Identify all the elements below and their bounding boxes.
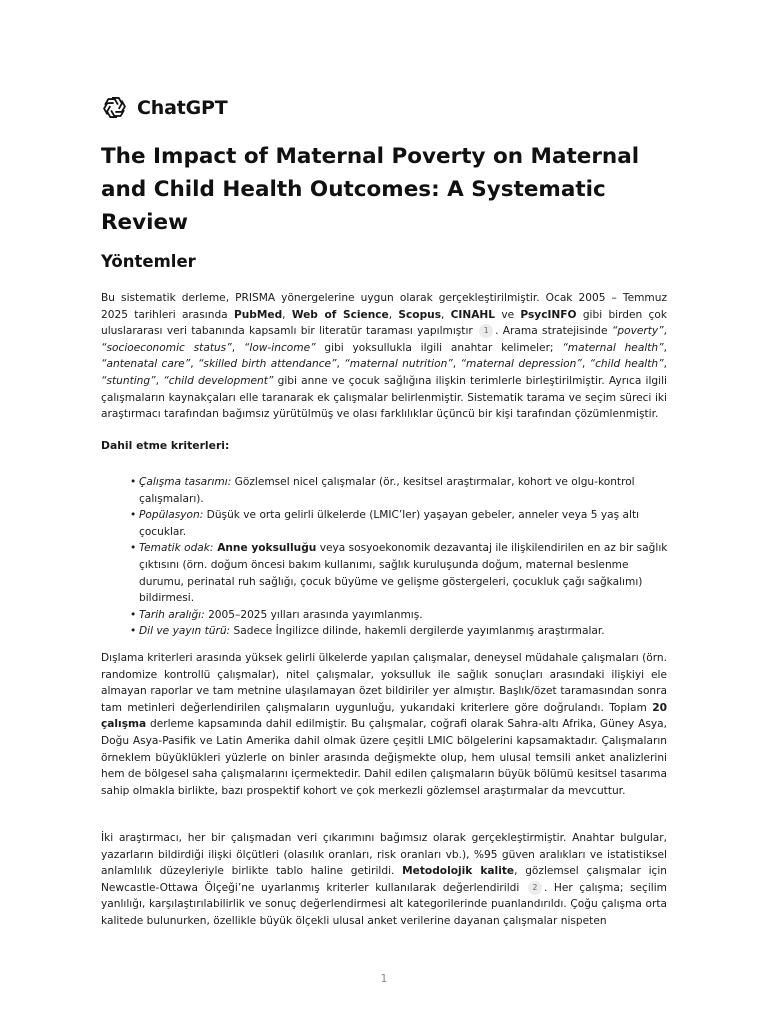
list-item: • Popülasyon: Düşük ve orta gelirli ülkelerde (LMIC’ler) yaşayan gebeler, anneler veya 5 yaş altı çocuklar.: [130, 507, 670, 540]
database-pubmed: PubMed: [233, 308, 283, 321]
list-item: • Tematik odak: Anne yoksulluğu veya sosyoekonomik dezavantaj ile ilişkilendirilen en az bir sağlık çıktısını (örn. doğum öncesi bakım kullanımı, sağlık kuruluşunda doğum, maternal beslenme durumu, perinatal ruh sağlığı, çocuk büyüme ve gelişme göstergeleri, çocukluk çağı sağkalımı) bildirmesi.: [130, 540, 670, 606]
database-cinahl: CINAHL: [450, 308, 496, 321]
inclusion-criteria-list: [130, 474, 670, 640]
database-psycinfo: PsycINFO: [520, 308, 577, 321]
methods-paragraph-2: Dışlama kriterleri arasında yüksek gelirli ülkelerde yapılan çalışmalar, deneysel müdahale çalışmaları (örn. randomize kontrollü çalışmalar), nitel çalışmalar, yoksulluk ile sağlık sonuçları arasındaki ilişkiyi ele almayan raporlar ve tam metnine ulaşılamayan özet bildiriler yer almıştır. Başlık/özet taramasından sonra tam metinleri değerlendirilen çalışmaların uygunluğu, yukarıdaki kriterlere göre doğrulandı. Toplam 20 çalışma derleme kapsamında dahil edilmiştir. Bu çalışmalar, coğrafi olarak Sahra-altı Afrika, Güney Asya, Doğu Asya-Pasifik ve Latin Amerika dahil olmak üzere çeşitli LMIC bölgelerini kapsamaktadır. Çalışmaların örneklem büyüklükleri yüzlerle on binler arasında değişmekte olup, hem ulusal temsili anket analizlerini hem de bölgesel saha çalışmalarını içermektedir. Dahil edilen çalışmaların büyük bölümü kesitsel tasarıma sahip olmakla birlikte, bazı prospektif kohort ve çok merkezli gözlemsel araştırmalar da mevcuttur.: [101, 652, 667, 797]
list-item: • Çalışma tasarımı: Gözlemsel nicel çalışmalar (ör., kesitsel araştırmalar, kohort ve olgu-kontrol çalışmaları).: [130, 474, 670, 507]
criteria-heading: Dahil etme kriterleri:: [101, 439, 230, 452]
list-item: • Dil ve yayın türü: Sadece İngilizce dilinde, hakemli dergilerde yayımlanmış araştırmalar.: [130, 623, 670, 640]
list-item: • Tarih aralığı: 2005–2025 yılları arasında yayımlanmış.: [130, 607, 670, 624]
brand-name: ChatGPT: [137, 96, 228, 119]
openai-logo-icon: [101, 94, 128, 121]
database-scopus: Scopus: [398, 308, 441, 321]
citation-badge[interactable]: 1: [479, 324, 493, 338]
document-title: The Impact of Maternal Poverty on Maternal and Child Health Outcomes: A Systematic Review: [101, 144, 640, 235]
brand-header: [101, 94, 227, 121]
methods-paragraph-3: İki araştırmacı, her bir çalışmadan veri çıkarımını bağımsız olarak gerçekleştirmiştir. Anahtar bulgular, yazarların bildirdiği ilişki ölçütleri (olasılık oranları, risk oranları vb.), %95 güven aralıkları ve istatistiksel anlamlılık düzeyleriyle birlikte tablo haline getirildi. Metodolojik kalite, gözlemsel çalışmalar için Newcastle-Ottawa Ölçeği’ne uyarlanmış kriterler kullanılarak değerlendirildi 2 . Her çalışma; seçilim yanlılığı, karşılaştırılabilirlik ve sonuç değerlendirmesi alt kategorilerinde puanlandırıldı. Çoğu çalışma orta kalitede bulunurken, özellikle büyük ölçekli ulusal anket verilerine dayanan çalışmalar nispeten: [101, 832, 667, 927]
page-number: 1: [380, 973, 388, 985]
citation-badge[interactable]: 2: [528, 881, 542, 895]
methods-paragraph-1: Bu sistematik derleme, PRISMA yönergelerine uygun olarak gerçekleştirilmiştir. Ocak 2005 – Temmuz 2025 tarihleri arasında PubMed, Web of Science, Scopus, CINAHL ve PsycINFO gibi birden çok uluslararası veri tabanında kapsamlı bir literatür taraması yapılmıştır 1 . Arama stratejisinde “poverty”, “socioeconomic status”, “low-income” gibi yoksullukla ilgili anahtar kelimeler; “maternal health”, “antenatal care”, “skilled birth attendance”, “maternal nutrition”, “maternal depression”, “child health”, “stunting”, “child development” gibi anne ve çocuk sağlığına ilişkin terimlerle birleştirilmiştir. Ayrıca ilgili çalışmaların kaynakçaları elle taranarak ek çalışmalar belirlenmiştir. Sistematik tarama ve seçim süreci iki araştırmacı tarafından bağımsız yürütülmüş ve olası farklılıklar üçüncü bir kişi tarafından çözümlenmiştir.: [101, 292, 668, 421]
section-heading: Yöntemler: [101, 252, 196, 271]
database-web-of-science: Web of Science: [291, 308, 389, 321]
